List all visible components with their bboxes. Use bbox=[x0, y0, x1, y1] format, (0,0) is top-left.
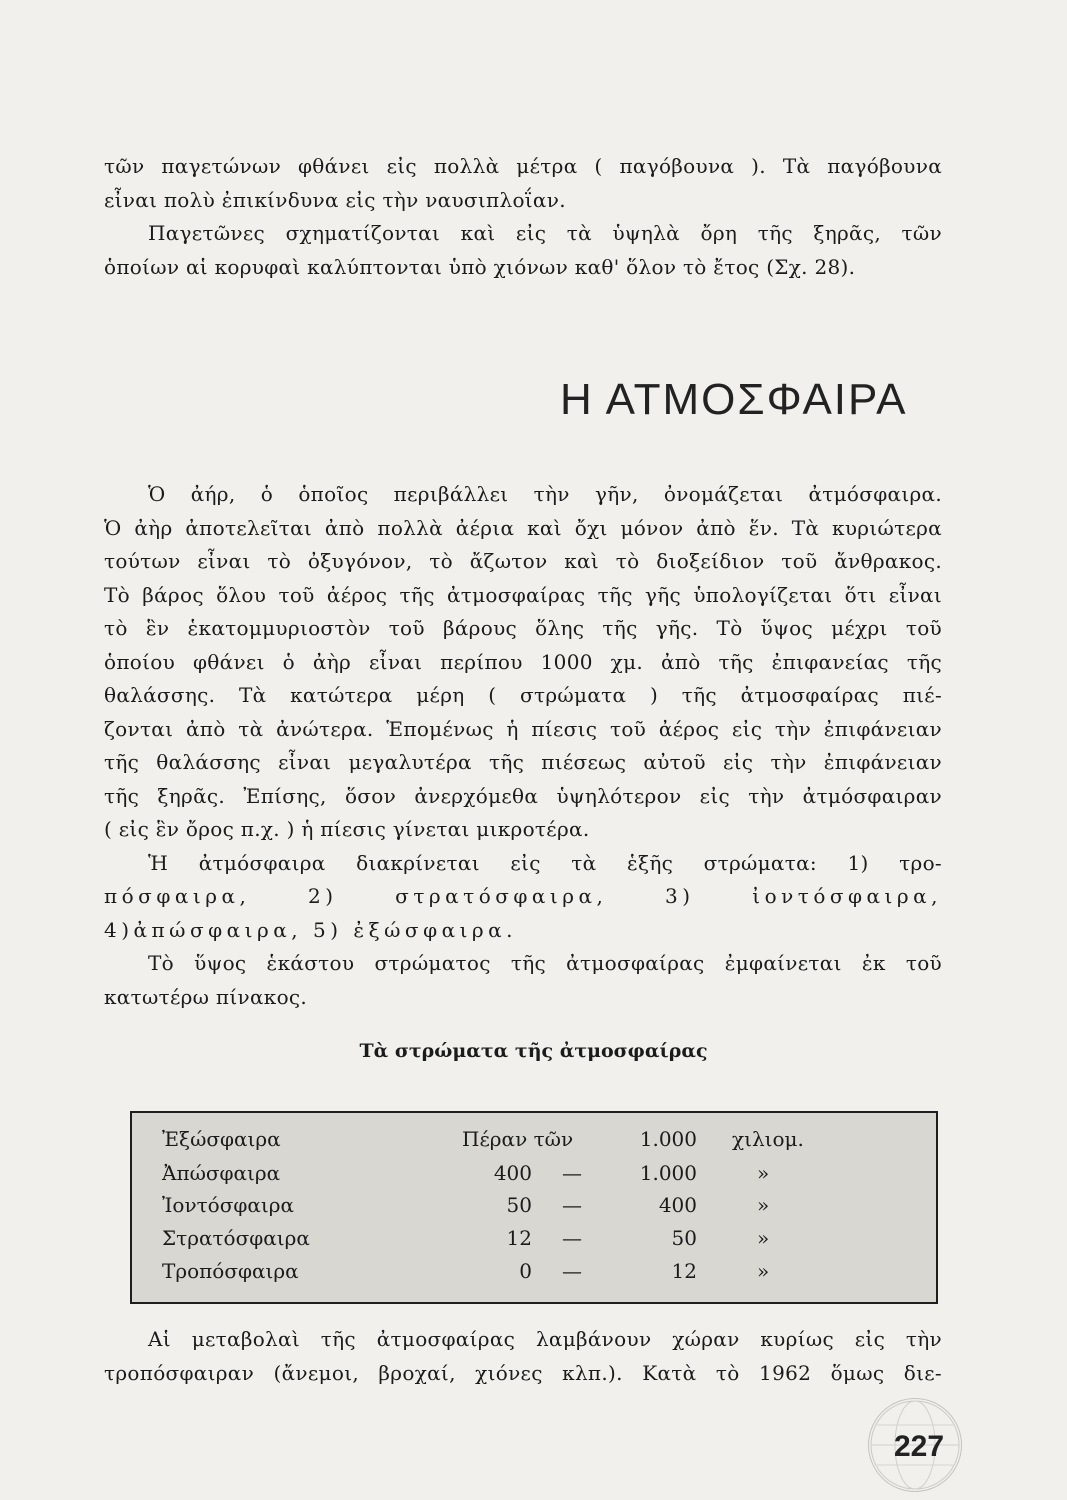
text-line: Τὸ βάρος ὅλου τοῦ ἀέρος τῆς ἀτμοσφαίρας τῆς γῆς ὑπολογίζεται ὅτι εἶναι bbox=[104, 582, 942, 607]
layer-to: 1.000 bbox=[639, 1161, 697, 1185]
text-line: Παγετῶνες σχηματίζονται καὶ εἰς τὰ ὑψηλὰ ὄρη τῆς ξηρᾶς, τῶν bbox=[148, 221, 942, 245]
layer-name: Στρατόσφαιρα bbox=[162, 1226, 310, 1250]
table-row bbox=[132, 1123, 936, 1155]
layer-name: Ἰοντόσφαιρα bbox=[162, 1193, 294, 1217]
layer-from: 12 bbox=[506, 1226, 532, 1250]
text-line: κατωτέρω πίνακος. bbox=[104, 984, 308, 1009]
intro-paragraphs bbox=[104, 150, 942, 284]
text-line: ὁποίου φθάνει ὁ ἀὴρ εἶναι περίπου 1000 χμ. ἀπὸ τῆς ἐπιφανείας τῆς bbox=[104, 649, 942, 674]
page-number: 227 bbox=[894, 1430, 945, 1463]
layer-unit: » bbox=[757, 1259, 770, 1283]
text-line: Ἡ ἀτμόσφαιρα διακρίνεται εἰς τὰ ἑξῆς στρώματα: 1) τρο- bbox=[148, 850, 942, 875]
layer-unit: χιλιομ. bbox=[732, 1127, 804, 1151]
text-line: Ὁ ἀήρ, ὁ ὁποῖος περιβάλλει τὴν γῆν, ὀνομάζεται ἀτμόσφαιρα. bbox=[148, 482, 942, 506]
text-line: τῆς ξηρᾶς. Ἐπίσης, ὅσον ἀνερχόμεθα ὑψηλότερον εἰς τὴν ἀτμόσφαιραν bbox=[104, 783, 942, 808]
text-line: τῶν παγετώνων φθάνει εἰς πολλὰ μέτρα ( παγόβουνα ). Τὰ παγόβουνα bbox=[104, 154, 942, 178]
text-line: ζονται ἀπὸ τὰ ἀνώτερα. Ἑπομένως ἡ πίεσις τοῦ ἀέρος εἰς τὴν ἐπιφάνειαν bbox=[104, 716, 942, 741]
layer-from: 0 bbox=[519, 1259, 532, 1283]
layers-table bbox=[130, 1111, 938, 1304]
table-row bbox=[132, 1222, 936, 1254]
text-line: ὁποίων αἱ κορυφαὶ καλύπτονται ὑπὸ χιόνων καθ' ὅλον τὸ ἔτος (Σχ. 28). bbox=[104, 254, 856, 279]
layer-name: Ἀπώσφαιρα bbox=[162, 1161, 281, 1185]
text-line: θαλάσσης. Τὰ κατώτερα μέρη ( στρώματα ) τῆς ἀτμοσφαίρας πιέ- bbox=[104, 683, 942, 707]
layer-from: 400 bbox=[493, 1161, 532, 1185]
text-line: τὸ ἓν ἑκατομμυριοστὸν τοῦ βάρους ὅλης τῆς γῆς. Τὸ ὕψος μέχρι τοῦ bbox=[104, 616, 942, 640]
text-line: Ὁ ἀὴρ ἀποτελεῖται ἀπὸ πολλὰ ἀέρια καὶ ὄχι μόνον ἀπὸ ἕν. Τὰ κυριώτερα bbox=[104, 515, 942, 540]
text-line: τῆς θαλάσσης εἶναι μεγαλυτέρα τῆς πιέσεως αὐτοῦ εἰς τὴν ἐπιφάνειαν bbox=[104, 750, 942, 774]
table-row bbox=[132, 1255, 936, 1287]
layer-to: 1.000 bbox=[639, 1127, 697, 1151]
layer-unit: » bbox=[757, 1161, 770, 1185]
layer-to: 50 bbox=[671, 1226, 697, 1250]
layer-from: 50 bbox=[506, 1193, 532, 1217]
text-line: ( εἰς ἓν ὄρος π.χ. ) ἡ πίεσις γίνεται μικροτέρα. bbox=[104, 817, 590, 841]
text-line: τούτων εἶναι τὸ ὀξυγόνον, τὸ ἄζωτον καὶ τὸ διοξείδιον τοῦ ἄνθρακος. bbox=[104, 549, 942, 573]
text-line: τροπόσφαιραν (ἄνεμοι, βροχαί, χιόνες κλπ.). Κατὰ τὸ 1962 ὅμως διε- bbox=[104, 1360, 942, 1385]
layer-dash: — bbox=[562, 1226, 582, 1250]
layer-dash: — bbox=[562, 1193, 582, 1217]
layer-dash: — bbox=[562, 1259, 582, 1283]
layer-to: 12 bbox=[671, 1259, 697, 1283]
layer-to: 400 bbox=[658, 1193, 697, 1217]
layer-unit: » bbox=[757, 1193, 770, 1217]
layer-name: Τροπόσφαιρα bbox=[162, 1259, 299, 1283]
table-row bbox=[132, 1189, 936, 1221]
text-line: Τὸ ὕψος ἑκάστου στρώματος τῆς ἀτμοσφαίρας ἐμφαίνεται ἐκ τοῦ bbox=[148, 951, 942, 975]
layer-unit: » bbox=[757, 1226, 770, 1250]
layer-from: Πέραν τῶν bbox=[462, 1127, 574, 1151]
table-caption: Τὰ στρώματα τῆς ἀτμοσφαίρας bbox=[359, 1040, 708, 1062]
text-line: πόσφαιρα, 2) στρατόσφαιρα, 3) ἰοντόσφαιρα, bbox=[104, 884, 942, 908]
layer-dash: — bbox=[562, 1161, 582, 1185]
table-row bbox=[132, 1157, 936, 1189]
text-line: Αἱ μεταβολαὶ τῆς ἀτμοσφαίρας λαμβάνουν χώραν κυρίως εἰς τὴν bbox=[148, 1327, 942, 1351]
body-paragraphs bbox=[104, 478, 942, 1014]
layer-name: Ἐξώσφαιρα bbox=[162, 1127, 281, 1151]
chapter-title: Η ΑΤΜΟΣΦΑΙΡΑ bbox=[560, 375, 908, 424]
closing-paragraph bbox=[104, 1323, 942, 1390]
text-line: 4)ἀπώσφαιρα, 5) ἐξώσφαιρα. bbox=[104, 917, 518, 942]
text-line: εἶναι πολὺ ἐπικίνδυνα εἰς τὴν ναυσιπλοΐαν. bbox=[104, 187, 566, 212]
